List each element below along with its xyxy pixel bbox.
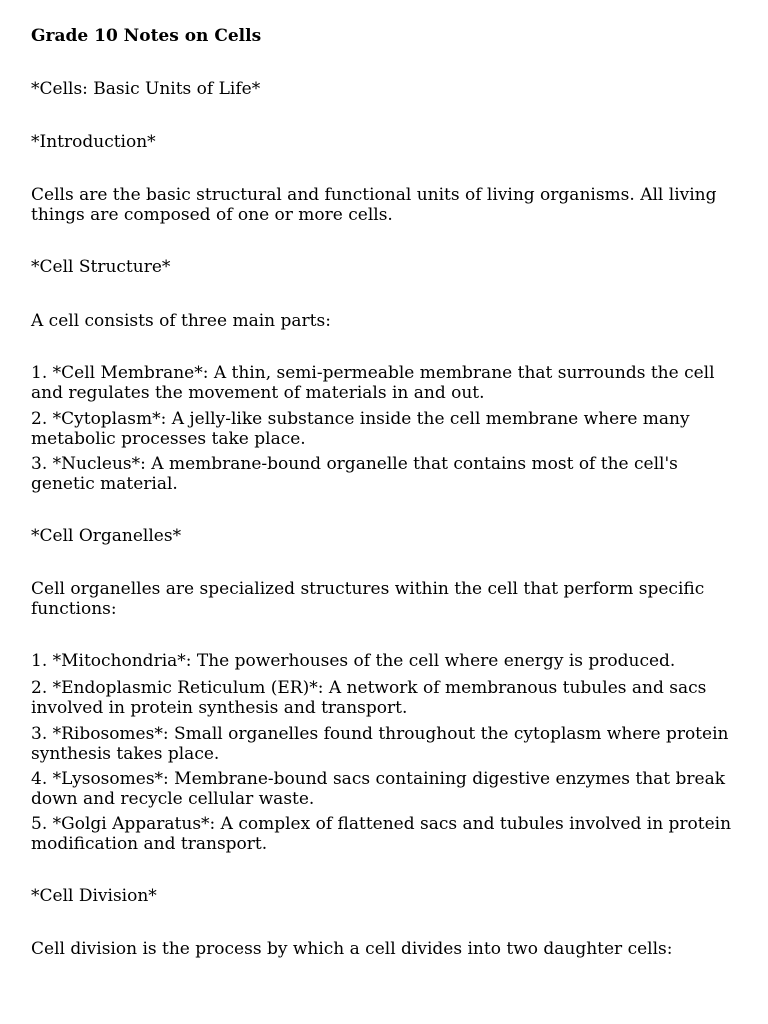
cell-division-intro: Cell division is the process by which a cell divides into two daughter cells: bbox=[31, 939, 673, 959]
section-heading-cell-division: *Cell Division* bbox=[31, 886, 157, 906]
organelle-item-golgi: 5. *Golgi Apparatus*: A complex of flattened sacs and tubules involved in protein modification and transport. bbox=[31, 814, 732, 854]
cell-structure-item-nucleus: 3. *Nucleus*: A membrane-bound organelle that contains most of the cell's genetic material. bbox=[31, 454, 678, 494]
introduction-paragraph: Cells are the basic structural and functional units of living organisms. All living things are composed of one or more cells. bbox=[31, 185, 717, 225]
organelle-item-ribosomes: 3. *Ribosomes*: Small organelles found throughout the cytoplasm where protein synthesis takes place. bbox=[31, 724, 729, 764]
document-title: Grade 10 Notes on Cells bbox=[31, 26, 262, 46]
organelle-item-er: 2. *Endoplasmic Reticulum (ER)*: A network of membranous tubules and sacs involved in protein synthesis and transport. bbox=[31, 678, 707, 718]
cell-structure-intro: A cell consists of three main parts: bbox=[31, 311, 331, 331]
organelle-item-lysosomes: 4. *Lysosomes*: Membrane-bound sacs containing digestive enzymes that break down and recycle cellular waste. bbox=[31, 769, 726, 809]
document-subtitle: *Cells: Basic Units of Life* bbox=[31, 79, 261, 99]
cell-structure-item-cytoplasm: 2. *Cytoplasm*: A jelly-like substance inside the cell membrane where many metabolic processes take place. bbox=[31, 409, 690, 449]
cell-organelles-intro: Cell organelles are specialized structures within the cell that perform specific functions: bbox=[31, 579, 705, 619]
section-heading-introduction: *Introduction* bbox=[31, 132, 156, 152]
organelle-item-mitochondria: 1. *Mitochondria*: The powerhouses of the cell where energy is produced. bbox=[31, 651, 676, 671]
section-heading-cell-organelles: *Cell Organelles* bbox=[31, 526, 182, 546]
section-heading-cell-structure: *Cell Structure* bbox=[31, 257, 171, 277]
cell-structure-item-membrane: 1. *Cell Membrane*: A thin, semi-permeable membrane that surrounds the cell and regulates the movement of materials in and out. bbox=[31, 363, 715, 403]
